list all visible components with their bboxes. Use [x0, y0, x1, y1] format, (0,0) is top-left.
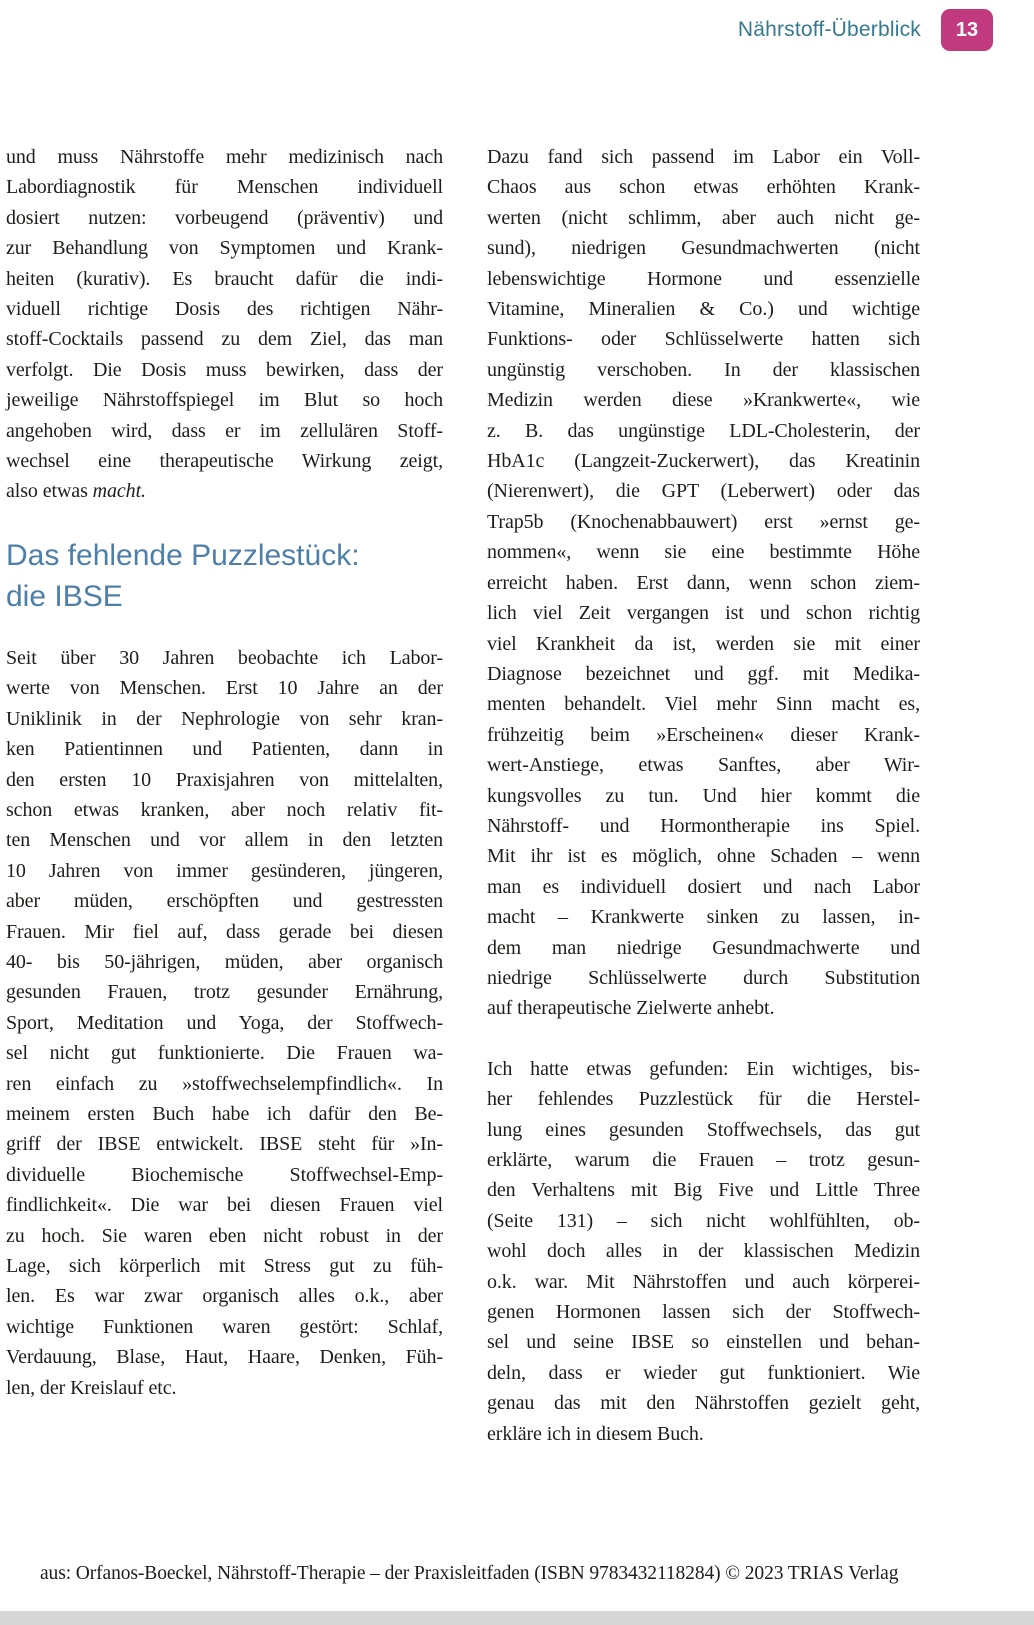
text-line: angehoben wird, dass er im zellulären Stoff-	[6, 419, 443, 442]
text-line: griff der IBSE entwickelt. IBSE steht für »In-	[6, 1133, 443, 1156]
text-line: erkläre ich in diesem Buch.	[487, 1422, 704, 1445]
page-number-badge	[941, 9, 993, 51]
text-line: Labordiagnostik für Menschen individuell	[6, 176, 443, 199]
text-line: sel und seine IBSE so einstellen und behan-	[487, 1331, 920, 1354]
page-footer	[40, 1563, 1000, 1585]
text-line: genen Hormonen lassen sich der Stoffwech-	[487, 1301, 920, 1324]
text-line: Nährstoff- und Hormontherapie ins Spiel.	[487, 814, 920, 837]
text-line: die IBSE	[6, 579, 123, 613]
text-line: dividuelle Biochemische Stoffwechsel-Emp-	[6, 1163, 443, 1186]
text-line: (Seite 131) – sich nicht wohlfühlten, ob-	[487, 1209, 920, 1232]
text-line: Chaos aus schon etwas erhöhten Krank-	[487, 176, 920, 199]
text-line: Das fehlende Puzzlestück:	[6, 538, 360, 572]
text-line: Mit ihr ist es möglich, ohne Schaden – wenn	[487, 845, 920, 868]
text-line: 10 Jahren von immer gesünderen, jüngeren,	[6, 859, 443, 882]
text-line: sund), niedrigen Gesundmachwerten (nicht	[487, 237, 920, 260]
text-line: o.k. war. Mit Nährstoffen und auch körperei-	[487, 1270, 920, 1293]
page-header	[0, 9, 993, 51]
text-line: wert-Anstiege, etwas Sanftes, aber Wir-	[487, 754, 920, 777]
text-line: z. B. das ungünstige LDL-Cholesterin, der	[487, 419, 920, 442]
text-line: nommen«, wenn sie eine bestimmte Höhe	[487, 541, 920, 564]
paragraph-2	[6, 643, 443, 1403]
text-line: findlichkeit«. Die war bei diesen Frauen viel	[6, 1194, 443, 1217]
text-line: meinem ersten Buch habe ich dafür den Be-	[6, 1102, 443, 1125]
text-line: Verdauung, Blase, Haut, Haare, Denken, Füh-	[6, 1346, 443, 1369]
text-line: genau das mit den Nährstoffen gezielt geht,	[487, 1392, 920, 1415]
text-line: deln, dass er wieder gut funktioniert. Wie	[487, 1361, 920, 1384]
running-title: Nährstoff-Überblick	[737, 18, 921, 41]
text-line: Trap5b (Knochenabbauwert) erst »ernst ge-	[487, 510, 920, 533]
paragraph-1-last-line	[6, 476, 443, 506]
text-line: kungsvolles zu tun. Und hier kommt die	[487, 784, 920, 807]
section-heading	[6, 535, 443, 617]
text-line: lung eines gesunden Stoffwechsels, das gut	[487, 1118, 920, 1141]
text-line: aber müden, erschöpften und gestressten	[6, 890, 443, 913]
text-line: macht – Krankwerte sinken zu lassen, in-	[487, 906, 920, 929]
text-line: man es individuell dosiert und nach Labor	[487, 875, 920, 898]
text-line: Funktions- oder Schlüsselwerte hatten sich	[487, 328, 920, 351]
text-line: lebenswichtige Hormone und essenzielle	[487, 267, 920, 290]
paragraph-3	[487, 142, 920, 1024]
text-line: jeweilige Nährstoffspiegel im Blut so hoch	[6, 389, 443, 412]
source-credit: aus: Orfanos-Boeckel, Nährstoff-Therapie – der Praxisleitfaden (ISBN 9783432118284) © 2023 TRIAS Verlag	[40, 1563, 899, 1584]
text-line: lich viel Zeit vergangen ist und schon richtig	[487, 602, 920, 625]
text-line: dosiert nutzen: vorbeugend (präventiv) und	[6, 206, 443, 229]
text-line: den ersten 10 Praxisjahren von mittelalten,	[6, 768, 443, 791]
text-line: Uniklinik in der Nephrologie von sehr kran-	[6, 707, 443, 730]
text-line: auf therapeutische Zielwerte anhebt.	[487, 997, 775, 1020]
left-column	[6, 142, 443, 1403]
text-line: Vitamine, Mineralien & Co.) und wichtige	[487, 298, 920, 321]
text-line: wechsel eine therapeutische Wirkung zeigt,	[6, 450, 443, 473]
text-line: erreicht haben. Erst dann, wenn schon ziem-	[487, 571, 920, 594]
text-line: HbA1c (Langzeit-Zuckerwert), das Kreatinin	[487, 450, 920, 473]
text-line: heiten (kurativ). Es braucht dafür die indi-	[6, 267, 443, 290]
bottom-edge-strip	[0, 1611, 1034, 1625]
right-column	[487, 142, 920, 1449]
text-line: zu hoch. Sie waren eben nicht robust in der	[6, 1224, 443, 1247]
text-line: ten Menschen und vor allem in den letzten	[6, 829, 443, 852]
text-line: werte von Menschen. Erst 10 Jahre an der	[6, 677, 443, 700]
page-number: 13	[955, 18, 979, 41]
text-line: her fehlendes Puzzlestück für die Herstel-	[487, 1088, 920, 1111]
text-line: Lage, sich körperlich mit Stress gut zu füh-	[6, 1255, 443, 1277]
text-line: zur Behandlung von Symptomen und Krank-	[6, 237, 443, 260]
paragraph-4	[487, 1054, 920, 1449]
text-line: werten (nicht schlimm, aber auch nicht ge-	[487, 206, 920, 229]
text-line: Medizin werden diese »Krankwerte«, wie	[487, 389, 920, 412]
text-line: len. Es war zwar organisch alles o.k., aber	[6, 1285, 443, 1308]
text-line: sel nicht gut funktionierte. Die Frauen wa-	[6, 1042, 443, 1065]
text-line: Sport, Meditation und Yoga, der Stoffwech-	[6, 1011, 443, 1034]
text-line: verfolgt. Die Dosis muss bewirken, dass der	[6, 358, 443, 381]
text-line: und muss Nährstoffe mehr medizinisch nach	[6, 146, 443, 168]
text-line: gesunden Frauen, trotz gesunder Ernährung,	[6, 981, 443, 1004]
text-line: Seit über 30 Jahren beobachte ich Labor-	[6, 646, 443, 669]
text-line: frühzeitig beim »Erscheinen« dieser Krank-	[487, 723, 920, 746]
text-line: niedrige Schlüsselwerte durch Substitution	[487, 966, 920, 989]
paragraph-1-lines	[6, 142, 443, 476]
text-line: (Nierenwert), die GPT (Leberwert) oder das	[487, 480, 920, 503]
text-line: dem man niedrige Gesundmachwerte und	[487, 936, 920, 959]
text-line: Frauen. Mir fiel auf, dass gerade bei diesen	[6, 920, 443, 943]
text-line: menten behandelt. Viel mehr Sinn macht es,	[487, 693, 920, 716]
text-line: len, der Kreislauf etc.	[6, 1376, 177, 1399]
text-line: stoff-Cocktails passend zu dem Ziel, das man	[6, 328, 443, 351]
text-line: Ich hatte etwas gefunden: Ein wichtiges, bis-	[487, 1057, 920, 1080]
paragraph-1	[6, 142, 443, 507]
text-line: Diagnose bezeichnet und ggf. mit Medika-	[487, 662, 920, 685]
text-line: viduell richtige Dosis des richtigen Nähr-	[6, 298, 443, 321]
text-line: ren einfach zu »stoffwechselempfindlich«. In	[6, 1072, 443, 1095]
text-line: schon etwas kranken, aber noch relativ fit-	[6, 798, 443, 821]
text-line: den Verhaltens mit Big Five und Little Three	[487, 1179, 920, 1202]
text-line: ken Patientinnen und Patienten, dann in	[6, 738, 443, 761]
text-line: wohl doch alles in der klassischen Medizin	[487, 1240, 920, 1263]
text-line: wichtige Funktionen waren gestört: Schlaf,	[6, 1315, 443, 1338]
text-line: ungünstig verschoben. In der klassischen	[487, 358, 920, 381]
text-line: erklärte, warum die Frauen – trotz gesun-	[487, 1149, 920, 1171]
text-line: 40- bis 50-jährigen, müden, aber organisch	[6, 950, 443, 973]
last-line-plain-text: also etwas	[6, 480, 93, 503]
text-line: Dazu fand sich passend im Labor ein Voll-	[487, 146, 920, 168]
emphasized-word: macht.	[92, 480, 146, 503]
text-line: viel Krankheit da ist, werden sie mit einer	[487, 632, 920, 655]
